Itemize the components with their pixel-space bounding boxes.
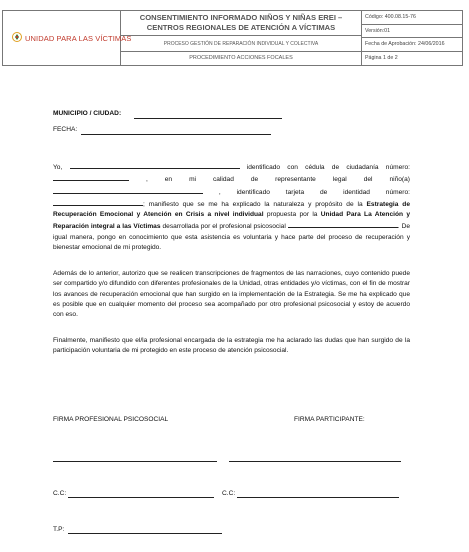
header-meta-column [362,11,462,65]
cc-profesional-field[interactable] [68,497,214,498]
logo-cell [3,11,132,65]
firma-participante-line[interactable] [229,461,401,462]
logo-icon [12,31,22,43]
document-version: Versión:01 [362,25,462,39]
guardian-name-field[interactable] [70,161,240,169]
header-title-column [121,11,362,65]
consent-paragraph-2: Además de lo anterior, autorizo que se realicen transcripciones de fragmentos de las narraciones, cuyo contenido puede ser compartido y/o difundido con diferentes profesionales de la Unidad, otras entidades y/o víctimas, con el fin de mostrar los avances de recuperación emocional que han surgido en la implementación de la Estrategia. Se me ha explicado que es posible que en cualquier momento del proceso sea acompañado por otro profesional psicosocial y estoy de acuerdo con eso. [53,270,410,319]
firma-participante-label: FIRMA PARTICIPANTE: [294,416,365,423]
child-name-field[interactable] [53,186,203,194]
professional-name-field[interactable] [288,220,398,228]
tp-field[interactable] [68,533,222,534]
cc-participante-label: C.C: [222,490,236,497]
logo-text: UNIDAD PARA LAS VÍCTIMAS [25,34,132,43]
consent-paragraph-1: Yo, identificado con cédula de ciudadanía número: , en mi calidad de representante legal del niño(a) , identificado tarjeta de identidad número: ; manifiesto que se me ha explicado la naturaleza y propósito de la Estrategia de Recuperación Emocional y Atención en Crisis a nivel individual propuesta por la Unidad Para La Atención y Reparación integral a las Víctimas desarrollada por el profesional psicosocial . De igual manera, pongo en conocimiento que esta asistencia es voluntaria y hace parte del proceso de recuperación y bienestar emocional de mi protegido. [53,161,410,253]
procedure-name: PROCEDIMIENTO ACCIONES FOCALES [189,55,293,61]
cc-participante-field[interactable] [237,497,399,498]
document-code: Código: 400.08.15-76 [362,11,462,25]
firma-profesional-label: FIRMA PROFESIONAL PSICOSOCIAL [53,416,169,423]
approval-date: Fecha de Aprobación: 24/06/2016 [362,38,462,52]
document-header [2,10,463,66]
child-ti-field[interactable] [53,198,143,206]
document-title: CONSENTIMIENTO INFORMADO NIÑOS Y NIÑAS EREI – CENTROS REGIONALES DE ATENCIÓN A VÍCTIMAS [121,11,361,36]
page-number: Página 1 de 2 [365,54,398,61]
fecha-field[interactable] [81,134,271,135]
municipio-label: MUNICIPIO / CIUDAD: [53,110,122,117]
cc-profesional-label: C.C: [53,490,67,497]
tp-label: T.P: [53,526,65,533]
consent-paragraph-3: Finalmente, manifiesto que el/la profesional encargada de la estrategia me ha aclarado las dudas que han surgido de la participación voluntaria de mi protegido en este proceso de atención psicosocial. [53,337,410,355]
fecha-label: FECHA: [53,126,78,133]
municipio-field[interactable] [134,118,282,119]
firma-profesional-line[interactable] [53,461,217,462]
guardian-id-field[interactable] [53,173,129,181]
process-name: PROCESO GESTIÓN DE REPARACIÓN INDIVIDUAL Y COLECTIVA [121,36,361,52]
